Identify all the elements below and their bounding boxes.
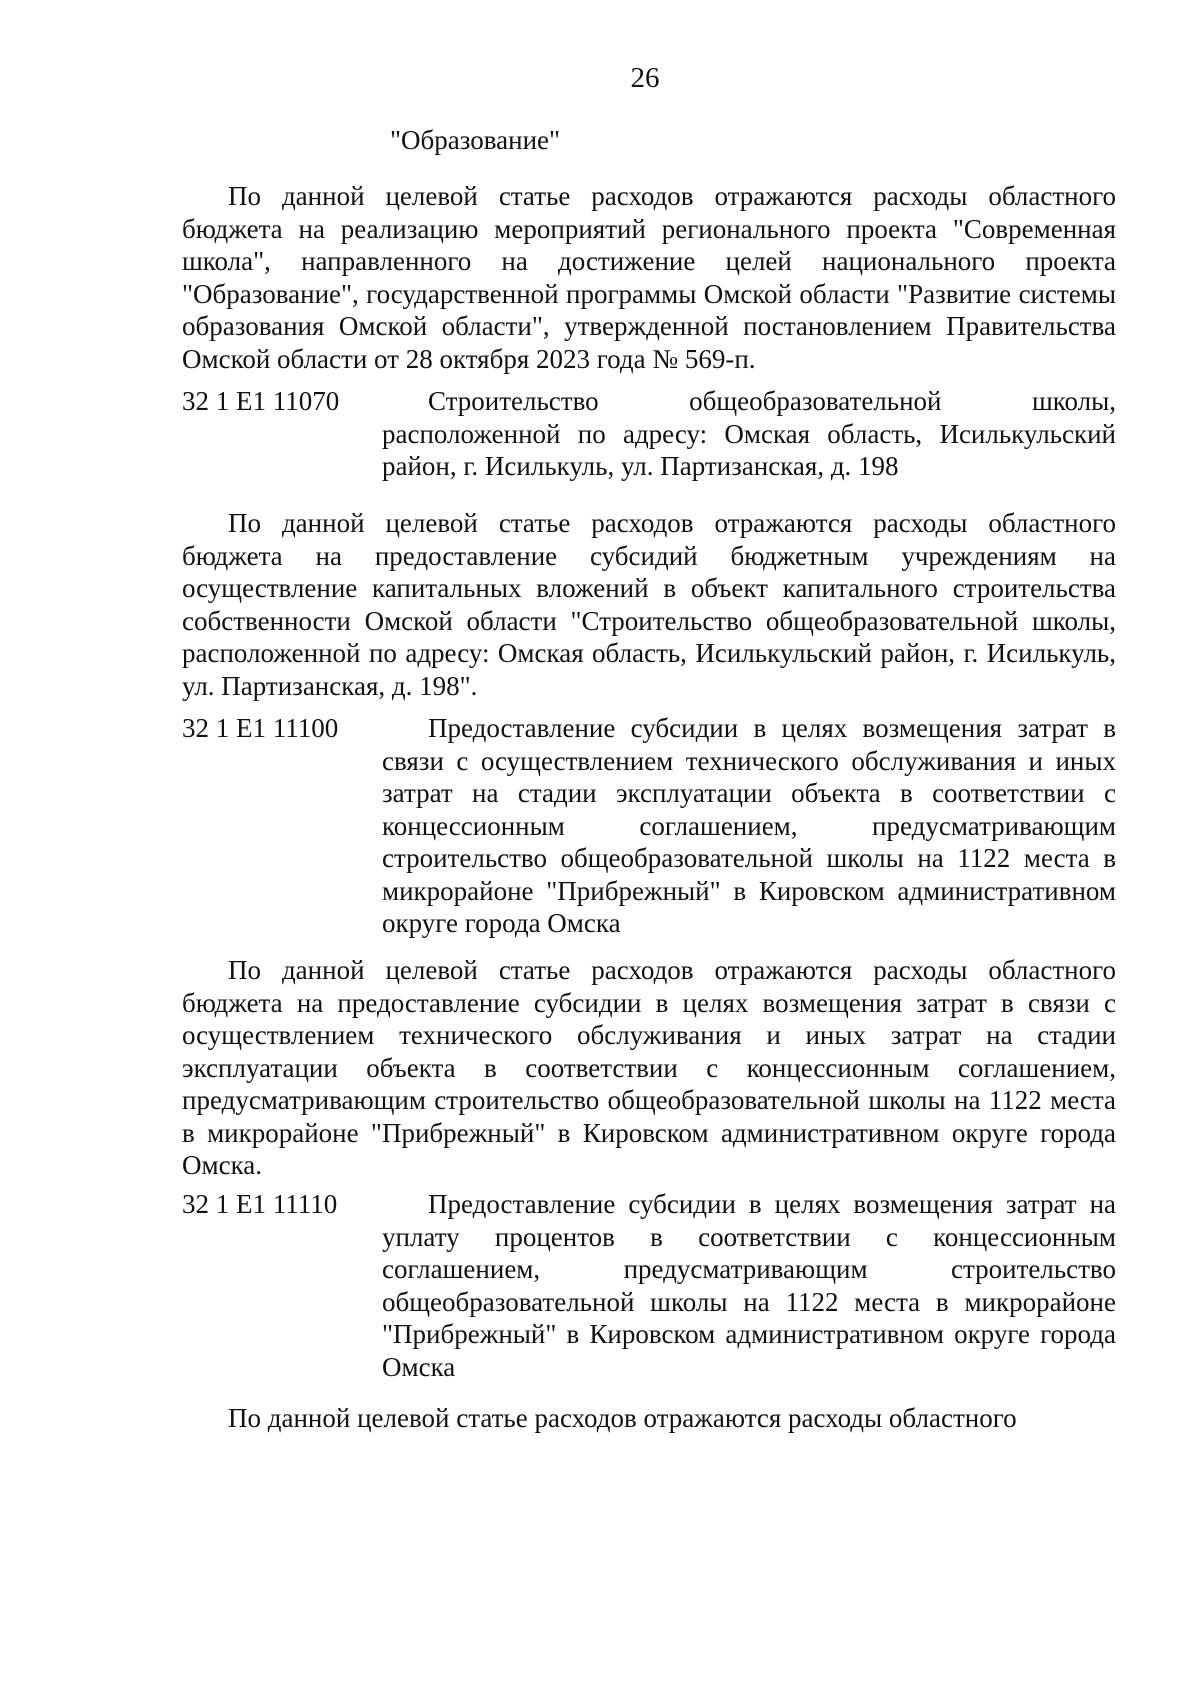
- budget-code-description: Строительство общеобразовательной школы, расположенной по адресу: Омская область, Исилькульский район, г. Исилькуль, ул. Партизанская, д. 198: [382, 386, 1116, 481]
- paragraph-2: По данной целевой статье расходов отражаются расходы областного бюджета на предоставление субсидий бюджетным учреждениям на осуществление капитальных вложений в объект капитального строительства собственности Омской области "Строительство общеобразовательной школы, расположенной по адресу: Омская область, Исилькульский район, г. Исилькуль, ул. Партизанская, д. 198".: [182, 508, 1116, 701]
- budget-code: 32 1 E1 11070: [182, 386, 340, 416]
- budget-code: 32 1 E1 11100: [182, 713, 339, 743]
- paragraph-4: По данной целевой статье расходов отражаются расходы областного: [228, 1403, 1017, 1433]
- paragraph-3: По данной целевой статье расходов отражаются расходы областного бюджета на предоставление субсидии в целях возмещения затрат в связи с осуществлением технического обслуживания и иных затрат на стадии эксплуатации объекта в соответствии с концессионным соглашением, предусматривающим строительство общеобразовательной школы на 1122 места в микрорайоне "Прибрежный" в Кировском административном округе города Омска.: [182, 955, 1116, 1180]
- section-heading: "Образование": [390, 125, 561, 155]
- budget-code-description: Предоставление субсидии в целях возмещения затрат на уплату процентов в соответствии с концессионным соглашением, предусматривающим строительство общеобразовательной школы на 1122 места в микрорайоне "Прибрежный" в Кировском административном округе города Омска: [382, 1189, 1116, 1382]
- budget-code-description: Предоставление субсидии в целях возмещения затрат в связи с осуществлением технического обслуживания и иных затрат на стадии эксплуатации объекта в соответствии с концессионным соглашением, предусматривающим строительство общеобразовательной школы на 1122 места в микрорайоне "Прибрежный" в Кировском административном округе города Омска: [382, 713, 1116, 938]
- budget-code: 32 1 E1 11110: [182, 1189, 338, 1219]
- page-number: 26: [630, 62, 660, 94]
- paragraph-1: По данной целевой статье расходов отражаются расходы областного бюджета на реализацию мероприятий регионального проекта "Современная школа", направленного на достижение целей национального проекта "Образование", государственной программы Омской области "Развитие системы образования Омской области", утвержденной постановлением Правительства Омской области от 28 октября 2023 года № 569-п.: [182, 181, 1116, 374]
